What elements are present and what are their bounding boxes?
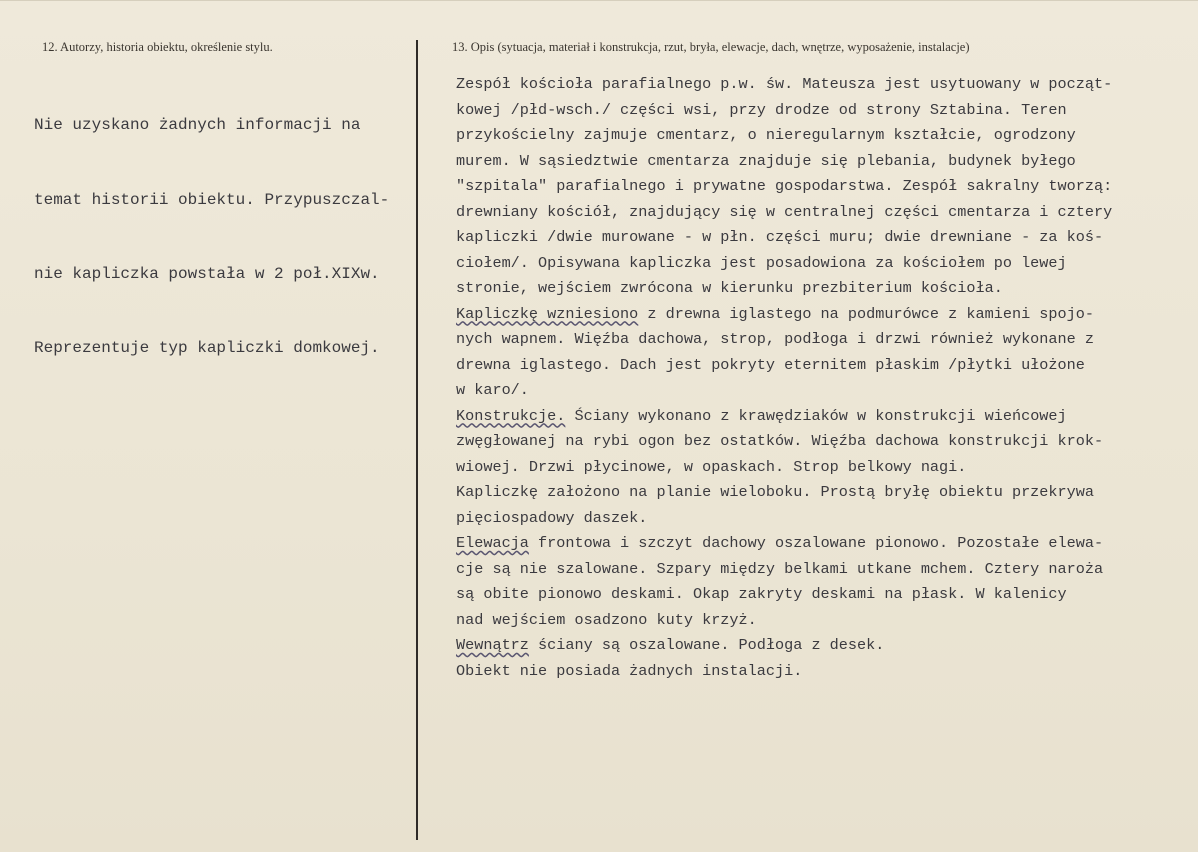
description-line [456, 225, 1112, 251]
description-line [456, 353, 1112, 379]
description-line [456, 174, 1112, 200]
description-line [456, 200, 1112, 226]
description-line [456, 404, 1112, 430]
history-line: nie kapliczka powstała w 2 poł.XIXw. [34, 264, 380, 283]
description-line [456, 327, 1112, 353]
history-line: temat historii obiektu. Przypuszczal- [34, 190, 390, 209]
section-12-heading: 12. Autorzy, historia obiektu, określenie stylu. [42, 40, 273, 54]
description-line [456, 633, 1112, 659]
description-text-run: wiowej. Drzwi płycinowe, w opaskach. Strop belkowy nagi. [456, 457, 967, 476]
description-line [456, 531, 1112, 557]
description-text-run: w karo/. [456, 381, 529, 399]
description-line [456, 98, 1112, 124]
description-line [456, 506, 1112, 532]
description-line [456, 480, 1112, 506]
description-text [456, 72, 1112, 684]
description-line [456, 582, 1112, 608]
description-text-run: stronie, wejściem zwrócona w kierunku prezbiterium kościoła. [456, 279, 1003, 297]
history-line: Reprezentuje typ kapliczki domkowej. [34, 338, 380, 357]
description-text-run: Kapliczkę założono na planie wieloboku. Prostą bryłę obiektu przekrywa [456, 483, 1094, 501]
underlined-keyword: Konstrukcje. [456, 406, 566, 425]
description-text-run: drewniany kościół, znajdujący się w centralnej części cmentarza i cztery [456, 202, 1113, 221]
description-line [456, 378, 1112, 404]
description-text-run: ściany są oszalowane. Podłoga z desek. [528, 636, 885, 654]
description-line [456, 302, 1112, 328]
description-text-run: kowej /płd-wsch./ części wsi, przy drodze od strony Sztabina. Teren [456, 100, 1067, 119]
description-line [456, 557, 1112, 583]
underlined-keyword: Elewacja [456, 534, 529, 552]
description-text-run: zwęgłowanej na rybi ogon bez ostatków. Więźba dachowa konstrukcji krok- [456, 432, 1104, 450]
underlined-keyword: Wewnątrz [456, 636, 529, 654]
description-text-run: są obite pionowo deskami. Okap zakryty deskami na płask. W kalenicy [456, 585, 1067, 603]
description-line [456, 659, 1112, 685]
description-text-run: "szpitala" parafialnego i prywatne gospodarstwa. Zespół sakralny tworzą: [456, 177, 1113, 195]
description-text-run: pięciospadowy daszek. [456, 508, 648, 527]
description-line [456, 123, 1112, 149]
history-text [34, 64, 389, 410]
description-line [456, 455, 1112, 481]
description-text-run: nad wejściem osadzono kuty krzyż. [456, 610, 757, 629]
description-text-run: Ściany wykonano z krawędziaków w konstrukcji wieńcowej [565, 406, 1067, 425]
description-line [456, 608, 1112, 634]
description-text-run: frontowa i szczyt dachowy oszalowane pionowo. Pozostałe elewa- [528, 534, 1104, 552]
description-text-run: drewna iglastego. Dach jest pokryty eternitem płaskim /płytki ułożone [456, 355, 1085, 374]
history-line: Nie uzyskano żadnych informacji na [34, 116, 361, 135]
description-text-run: z drewna iglastego na podmurówce z kamieni spojo- [638, 304, 1094, 323]
description-text-run: ciołem/. Opisywana kapliczka jest posadowiona za kościołem po lewej [456, 253, 1067, 272]
description-text-run: kapliczki /dwie murowane - w płn. części muru; dwie drewniane - za koś- [456, 228, 1104, 246]
description-line [456, 72, 1112, 98]
description-line [456, 251, 1112, 277]
description-text-run: murem. W sąsiedztwie cmentarza znajduje się plebania, budynek byłego [456, 151, 1076, 170]
top-edge [0, 0, 1198, 1]
description-line [456, 429, 1112, 455]
underlined-keyword: Kapliczkę wzniesiono [456, 304, 639, 323]
description-text-run: przykościelny zajmuje cmentarz, o nieregularnym kształcie, ogrodzony [456, 126, 1076, 144]
description-line [456, 276, 1112, 302]
description-text-run: Obiekt nie posiada żadnych instalacji. [456, 661, 803, 680]
description-line [456, 149, 1112, 175]
column-divider [416, 40, 418, 840]
description-text-run: nych wapnem. Więźba dachowa, strop, podłoga i drzwi również wykonane z [456, 330, 1094, 348]
description-text-run: cje są nie szalowane. Szpary między belkami utkane mchem. Cztery naroża [456, 559, 1104, 578]
description-text-run: Zespół kościoła parafialnego p.w. św. Mateusza jest usytuowany w począt- [456, 75, 1113, 93]
section-13-heading: 13. Opis (sytuacja, materiał i konstrukcja, rzut, bryła, elewacje, dach, wnętrze, wyposażenie, instalacje) [452, 40, 970, 54]
